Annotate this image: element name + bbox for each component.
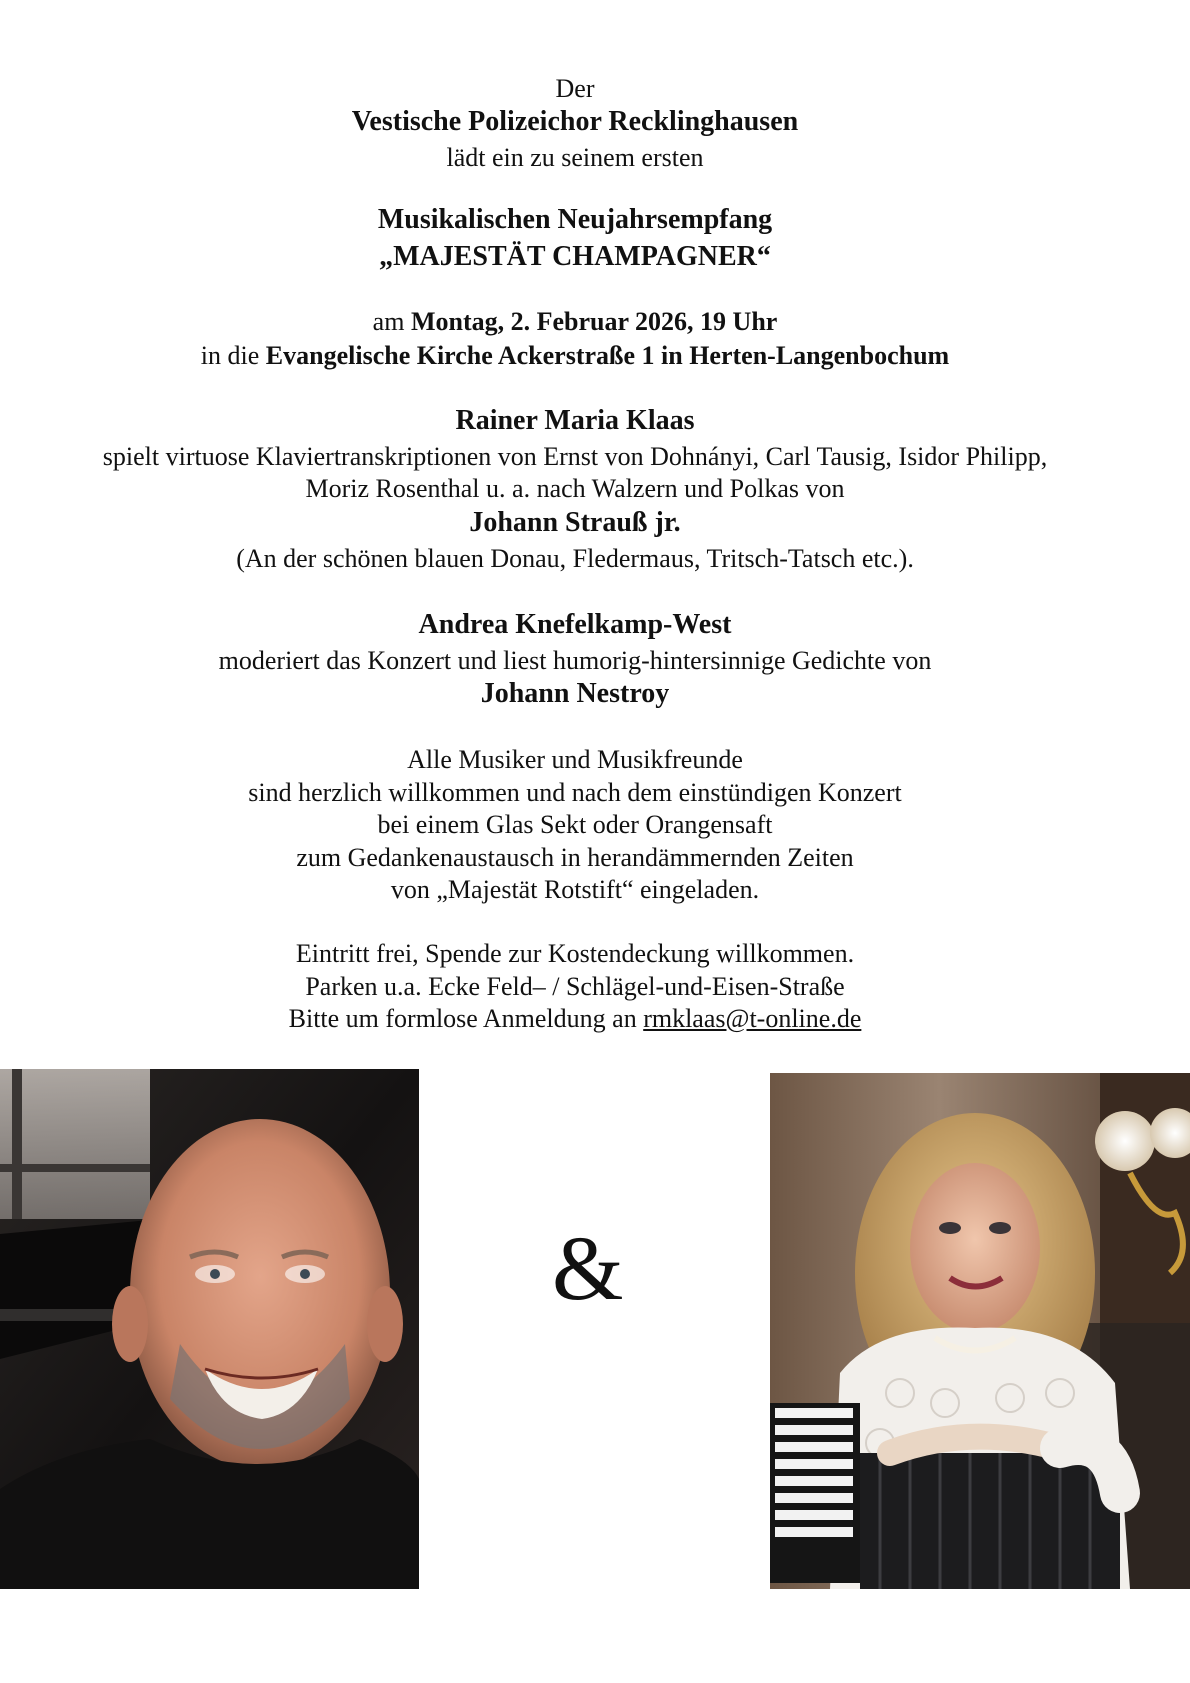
- entry-info: Eintritt frei, Spende zur Kostendeckung willkommen.: [295, 939, 855, 968]
- pianist-photo: [0, 1069, 419, 1589]
- event-subtitle: „MAJESTÄT CHAMPAGNER“: [379, 241, 771, 272]
- moderator-desc: moderiert das Konzert und liest humorig-hintersinnige Gedichte von: [218, 646, 932, 675]
- event-venue-line: [0, 341, 1150, 371]
- date-prefix: am: [372, 307, 411, 336]
- pianist-desc-1: spielt virtuose Klaviertranskriptionen von Ernst von Dohnányi, Carl Tausig, Isidor Philipp,: [102, 442, 1048, 471]
- works-list: (An der schönen blauen Donau, Fledermaus, Tritsch-Tatsch etc.).: [236, 544, 914, 573]
- registration-line: [0, 1004, 1150, 1034]
- parking-info: Parken u.a. Ecke Feld– / Schlägel-und-Eisen-Straße: [305, 972, 845, 1001]
- pianist-name: Rainer Maria Klaas: [455, 405, 695, 436]
- welcome-line-2: sind herzlich willkommen und nach dem einstündigen Konzert: [248, 778, 902, 807]
- venue-prefix: in die: [200, 341, 266, 370]
- welcome-line-5: von „Majestät Rotstift“ eingeladen.: [390, 875, 760, 904]
- intro-text: Der: [555, 74, 595, 103]
- welcome-line-1: Alle Musiker und Musikfreunde: [407, 745, 743, 774]
- welcome-line-3: bei einem Glas Sekt oder Orangensaft: [377, 810, 773, 839]
- choir-name: Vestische Polizeichor Recklinghausen: [351, 106, 799, 137]
- pianist-desc-2: Moriz Rosenthal u. a. nach Walzern und Polkas von: [305, 474, 845, 503]
- event-venue: Evangelische Kirche Ackerstraße 1 in Herten-Langenbochum: [265, 341, 950, 370]
- moderator-name: Andrea Knefelkamp-West: [418, 609, 732, 640]
- event-title: Musikalischen Neujahrsempfang: [377, 204, 773, 235]
- poet-name: Johann Nestroy: [480, 678, 670, 709]
- invite-text: lädt ein zu seinem ersten: [446, 143, 704, 172]
- welcome-line-4: zum Gedankenaustausch in herandämmernden Zeiten: [296, 843, 854, 872]
- event-date: Montag, 2. Februar 2026, 19 Uhr: [410, 307, 778, 336]
- event-date-line: [0, 307, 1150, 337]
- composer-name: Johann Strauß jr.: [469, 507, 681, 538]
- registration-prefix: Bitte um formlose Anmeldung an: [288, 1004, 644, 1033]
- email-link[interactable]: rmklaas@t-online.de: [643, 1004, 862, 1033]
- ampersand: &: [552, 1217, 624, 1319]
- moderator-photo: [770, 1073, 1190, 1589]
